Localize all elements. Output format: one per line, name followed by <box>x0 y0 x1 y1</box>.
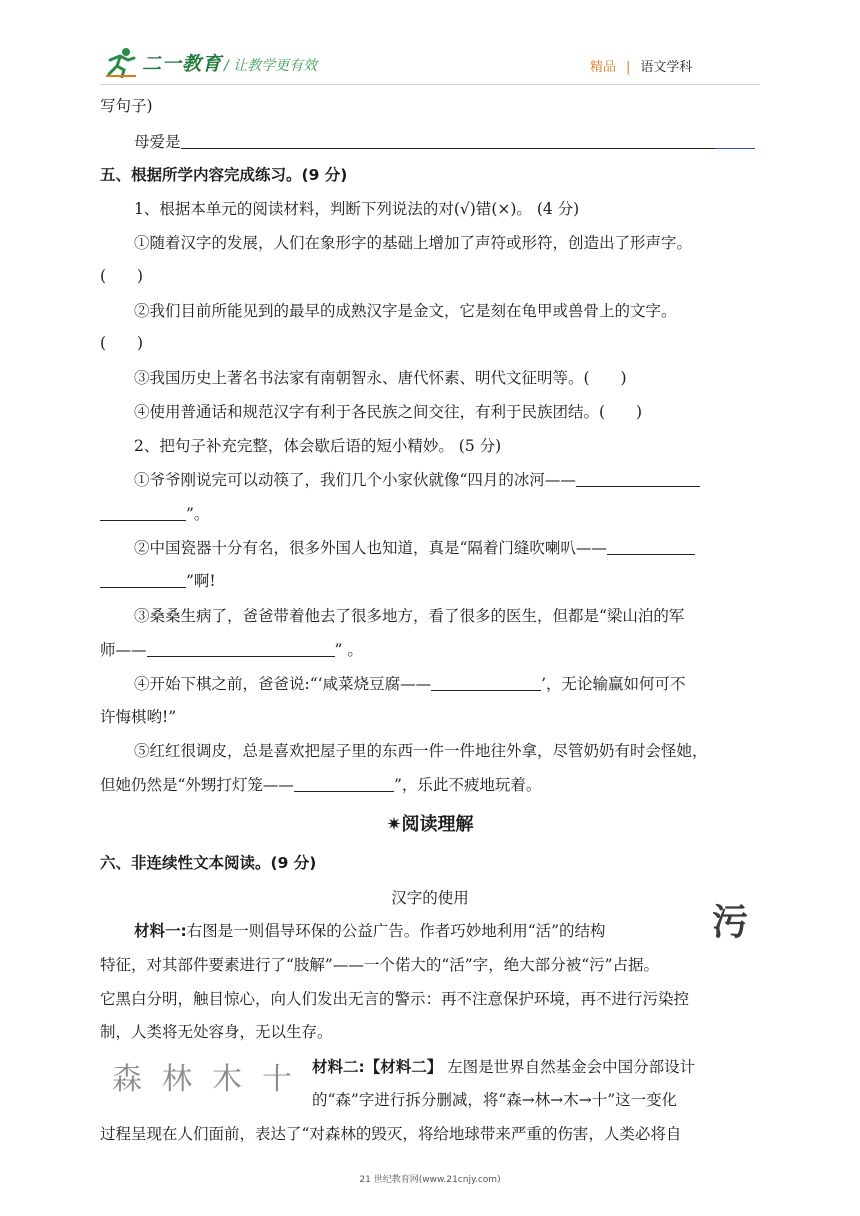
text-line: ”啊! <box>186 572 216 590</box>
question-1: 1、根据本单元的阅读材料，判断下列说法的对(√)错(×)。 (4 分) <box>134 200 580 218</box>
text-line: 它黑白分明，触目惊心，向人们发出无言的警示：再不注意保护环境，再不进行污染控 <box>100 990 690 1008</box>
section-5-title: 五、根据所学内容完成练习。(9 分) <box>100 166 348 184</box>
material-2-label: 材料二:【材料二】 <box>312 1058 443 1076</box>
lin-char: 林 <box>162 1062 192 1097</box>
subject-label: 语文学科 <box>640 60 693 75</box>
answer-paren[interactable]: ( ) <box>100 334 144 352</box>
header-divider <box>100 84 760 85</box>
text-line: ’，无论输赢如何可不 <box>541 675 686 693</box>
question-1c: ③我国历史上著名书法家有南朝智永、唐代怀素、明代文征明等。( ) <box>134 369 627 387</box>
quality-label: 精品 <box>590 60 617 75</box>
wu-character-image <box>706 902 754 940</box>
text-line: ①爷爷刚说完可以动筷了，我们几个小家伙就像“四月的冰河—— <box>134 471 576 489</box>
question-2c: ③桑桑生病了，爸爸带着他去了很多地方，看了很多的医生，但都是“梁山泊的军 <box>134 607 685 625</box>
logo-text: 二一教育 <box>142 52 223 75</box>
subject-tag <box>590 56 692 75</box>
question-1d: ④使用普通话和规范汉字有利于各民族之间交往，有利于民族团结。( ) <box>134 403 643 421</box>
question-2: 2、把句子补充完整，体会歇后语的短小精妙。 (5 分) <box>134 437 502 455</box>
question-2b <box>134 538 695 558</box>
question-2e: ⑤红红很调皮，总是喜欢把屋子里的东西一件一件地往外拿，尽管奶奶有时会怪她， <box>134 742 708 760</box>
sen-split-image <box>112 1058 292 1097</box>
wu-char: 污 <box>711 902 749 940</box>
text-line: ”，乐此不疲地玩着。 <box>393 776 542 794</box>
text-line: 的“森”字进行拆分删减，将“森→林→木→十”这一变化 <box>312 1091 678 1109</box>
text-line: 写句子) <box>100 97 153 115</box>
text-line: ”。 <box>186 505 210 523</box>
tag-separator: | <box>626 60 631 75</box>
slogan: / 让教学更有效 <box>224 58 318 74</box>
logo <box>104 46 222 78</box>
text-line: ” 。 <box>334 641 363 659</box>
material-2-line <box>312 1057 695 1077</box>
material-1-label: 材料一: <box>134 922 187 940</box>
page-footer: 21 世纪教育网(www.21cnjy.com) <box>359 1175 501 1185</box>
answer-blank[interactable] <box>294 775 394 792</box>
text-line: 特征，对其部件要素进行了“肢解”——一个偌大的“活”字，绝大部分被“污”占据。 <box>100 956 660 974</box>
section-6-title: 六、非连续性文本阅读。(9 分) <box>100 854 317 872</box>
answer-blank[interactable] <box>100 571 186 588</box>
question-2c-cont <box>100 640 363 660</box>
text-line: 制，人类将无处容身，无以生存。 <box>100 1023 333 1041</box>
question-2b-cont <box>100 571 216 591</box>
page-header <box>0 0 860 90</box>
question-1a: ①随着汉字的发展，人们在象形字的基础上增加了声符或形符，创造出了形声字。 <box>134 234 693 252</box>
answer-blank-link[interactable] <box>715 132 755 149</box>
text-line: 师—— <box>100 641 147 659</box>
question-2d-cont: 许悔棋哟!” <box>100 708 177 726</box>
answer-blank[interactable] <box>607 538 695 555</box>
answer-blank[interactable] <box>147 640 335 657</box>
question-2e-cont <box>100 775 541 795</box>
mother-love-line <box>134 132 755 152</box>
answer-blank[interactable] <box>100 504 186 521</box>
shi-char: 十 <box>262 1062 292 1097</box>
text-line: 左图是世界自然基金会中国分部设计 <box>442 1058 696 1076</box>
question-1b: ②我们目前所能见到的最早的成熟汉字是金文，它是刻在龟甲或兽骨上的文字。 <box>134 302 677 320</box>
text-line: ②中国瓷器十分有名，很多外国人也知道，真是“隔着门缝吹喇叭—— <box>134 539 607 557</box>
material-1-line <box>134 921 606 941</box>
reading-section-heading: ✷阅读理解 <box>386 814 474 835</box>
answer-blank[interactable] <box>431 674 541 691</box>
text-line: 母爱是 <box>134 133 181 151</box>
sen-char: 森 <box>112 1062 142 1097</box>
answer-blank[interactable] <box>576 470 700 487</box>
answer-blank[interactable] <box>181 132 715 149</box>
question-2a-cont <box>100 504 209 524</box>
text-line: 过程呈现在人们面前，表达了“对森林的毁灭，将给地球带来严重的伤害，人类必将自 <box>100 1125 682 1143</box>
mu-char: 木 <box>212 1062 242 1097</box>
runner-logo-icon <box>104 46 138 78</box>
article-title: 汉字的使用 <box>391 889 469 907</box>
answer-paren[interactable]: ( ) <box>100 267 144 285</box>
text-line: ④开始下棋之前，爸爸说:“‘咸菜烧豆腐—— <box>134 675 432 693</box>
question-2d <box>134 674 686 694</box>
text-line: 但她仍然是“外甥打灯笼—— <box>100 776 294 794</box>
text-line: 右图是一则倡导环保的公益广告。作者巧妙地利用“活”的结构 <box>186 922 606 940</box>
question-2a <box>134 470 700 490</box>
